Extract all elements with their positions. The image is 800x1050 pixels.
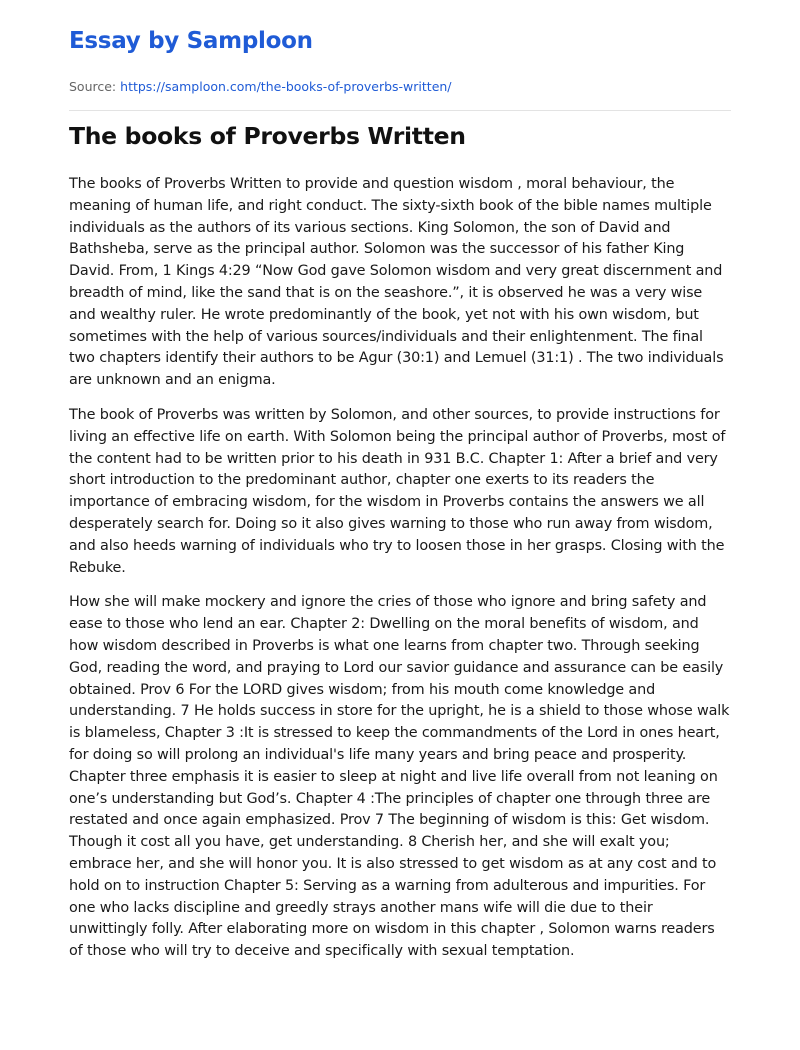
source-label: Source: xyxy=(69,79,117,94)
article-body xyxy=(69,174,731,976)
article-paragraph: The books of Proverbs Written to provide and question wisdom , moral behaviour, the meaning of human life, and right conduct. The sixty-sixth book of the bible names multiple individuals as the authors of its various sections. King Solomon, the son of David and Bathsheba, serve as the principal author. Solomon was the successor of his father King David. From, 1 Kings 4:29 “Now God gave Solomon wisdom and very great discernment and breadth of mind, like the sand that is on the seashore.”, it is observed he was a very wise and wealthy ruler. He wrote predominantly of the book, yet not with his own wisdom, but sometimes with the help of various sources/individuals and their enlightenment. The final two chapters identify their authors to be Agur (30:1) and Lemuel (31:1) . The two individuals are unknown and an enigma. xyxy=(69,176,724,389)
source-link[interactable]: https://samploon.com/the-books-of-proverbs-written/ xyxy=(120,79,452,94)
article-paragraph: The book of Proverbs was written by Solomon, and other sources, to provide instructions for living an effective life on earth. With Solomon being the principal author of Proverbs, most of the content had to be written prior to his death in 931 B.C. Chapter 1: After a brief and very short introduction to the predominant author, chapter one exerts to its readers the importance of embracing wisdom, for the wisdom in Proverbs contains the answers we all desperately search for. Doing so it also gives warning to those who run away from wisdom, and also heeds warning of individuals who try to loosen those in her grasps. Closing with the Rebuke. xyxy=(69,406,726,576)
article-title: The books of Proverbs Written xyxy=(69,122,466,150)
source-line xyxy=(69,79,452,94)
header-divider xyxy=(69,110,731,111)
article-paragraph: How she will make mockery and ignore the cries of those who ignore and bring safety and ease to those who lend an ear. Chapter 2: Dwelling on the moral benefits of wisdom, and how wisdom described in Proverbs is what one learns from chapter two. Through seeking God, reading the word, and praying to Lord our savior guidance and assurance can be easily obtained. Prov 6 For the LORD gives wisdom; from his mouth come knowledge and understanding. 7 He holds success in store for the upright, he is a shield to those whose walk is blameless, Chapter 3 :It is stressed to keep the commandments of the Lord in ones heart, for doing so will prolong an individual's life many years and bring peace and prosperity. Chapter three emphasis it is easier to sleep at night and live life overall from not leaning on one’s understanding but God’s. Chapter 4 :The principles of chapter one through three are restated and once again emphasized. Prov 7 The beginning of wisdom is this: Get wisdom. Though it cost all you have, get understanding. 8 Cherish her, and she will exalt you; embrace her, and she will honor you. It is also stressed to get wisdom as at any cost and to hold on to instruction Chapter 5: Serving as a warning from adulterous and impurities. For one who lacks discipline and greedly strays another mans wife will die due to their unwittingly folly. After elaborating more on wisdom in this chapter , Solomon warns readers of those who will try to deceive and specifically with sexual temptation. xyxy=(69,594,730,960)
site-brand[interactable]: Essay by Samploon xyxy=(69,28,313,54)
